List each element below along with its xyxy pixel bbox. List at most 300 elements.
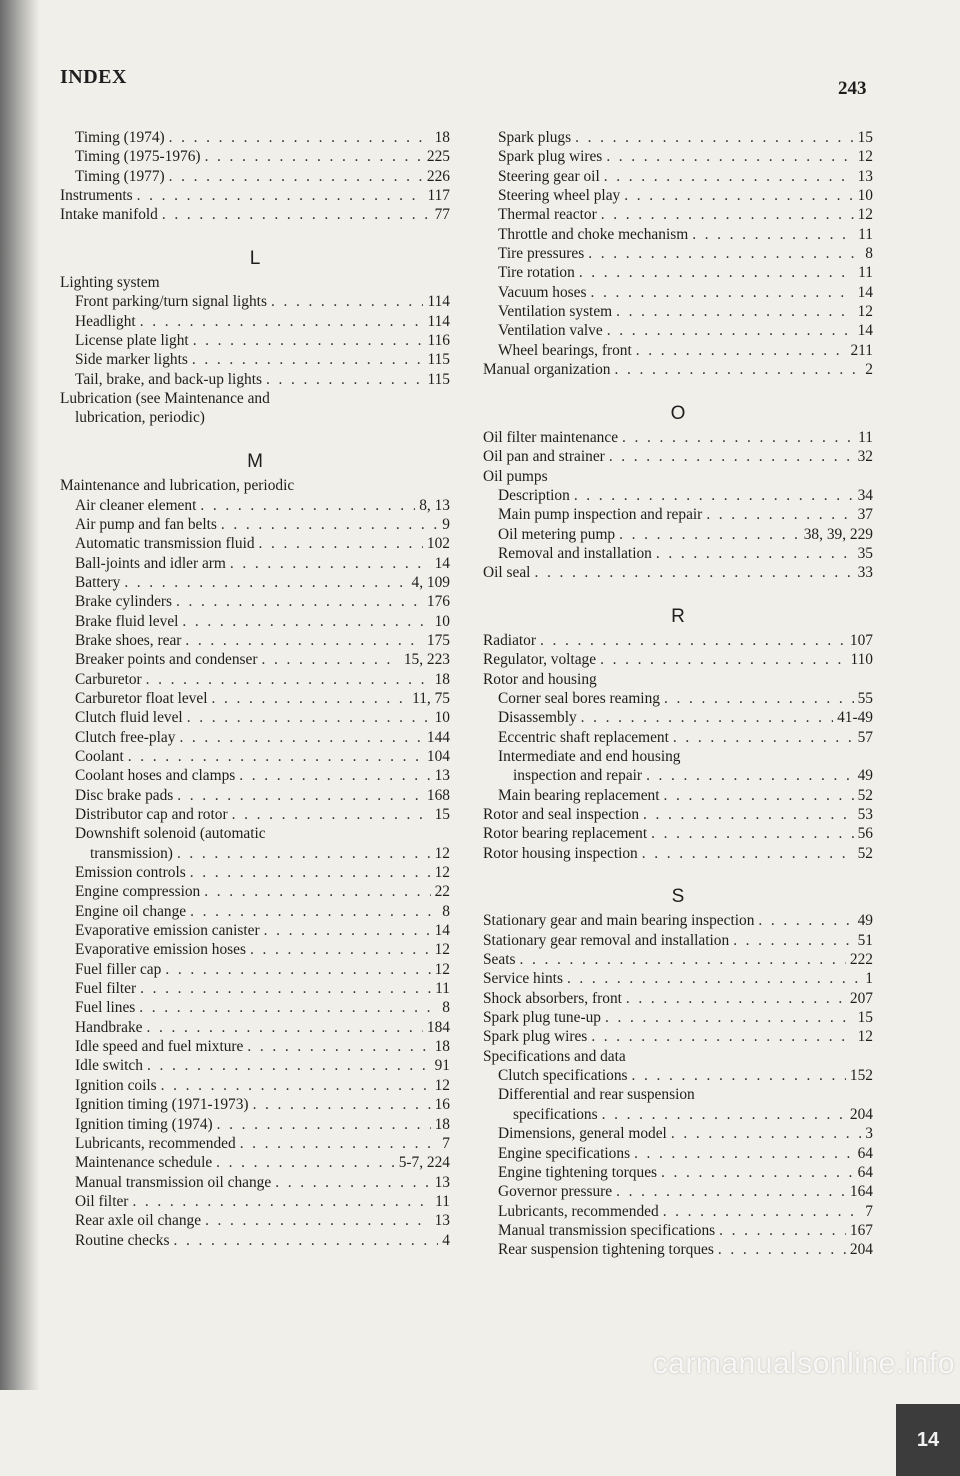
index-entry xyxy=(483,167,873,186)
index-entry-page: 3 xyxy=(865,1125,873,1143)
leader-dots xyxy=(192,350,424,369)
index-entry xyxy=(483,544,873,563)
index-entry xyxy=(60,921,450,940)
index-entry-page: 144 xyxy=(426,728,450,746)
index-entry xyxy=(60,1037,450,1056)
index-entry xyxy=(483,950,873,969)
index-entry xyxy=(483,1047,873,1066)
index-entry-label: Air pump and fan belts xyxy=(75,515,217,533)
index-entry-page: 176 xyxy=(426,593,450,611)
index-entry-page: 114 xyxy=(427,312,450,330)
section-spacer xyxy=(60,225,450,244)
index-entry xyxy=(60,554,450,573)
leader-dots xyxy=(520,950,846,969)
index-entry xyxy=(60,292,450,311)
index-entry xyxy=(483,766,873,785)
index-entry-label: Corner seal bores reaming xyxy=(498,689,660,707)
index-entry-page: 13 xyxy=(434,1212,450,1230)
index-entry-page: 167 xyxy=(849,1221,873,1239)
index-entry xyxy=(60,940,450,959)
leader-dots xyxy=(230,554,431,573)
index-entry-page: 10 xyxy=(857,187,873,205)
leader-dots xyxy=(540,631,846,650)
index-entry-page: 18 xyxy=(434,1115,450,1133)
index-entry-label: Stationary gear removal and installation xyxy=(483,931,730,949)
index-entry xyxy=(483,728,873,747)
leader-dots xyxy=(204,882,430,901)
index-entry-label: inspection and repair xyxy=(513,767,643,785)
index-entry-label: Regulator, voltage xyxy=(483,651,597,669)
index-entry-label: Instruments xyxy=(60,187,133,205)
index-entry-label: lubrication, periodic) xyxy=(75,409,205,427)
index-entry-page: 14 xyxy=(857,322,873,340)
index-entry-label: License plate light xyxy=(75,332,189,350)
leader-dots xyxy=(588,244,861,263)
index-entry-page: 33 xyxy=(857,564,873,582)
index-entry-label: Oil pan and strainer xyxy=(483,448,605,466)
index-entry-page: 55 xyxy=(857,689,873,707)
index-entry xyxy=(483,128,873,147)
index-entry-page: 11 xyxy=(435,980,450,998)
leader-dots xyxy=(177,786,423,805)
index-entry-label: Side marker lights xyxy=(75,351,188,369)
index-entry-label: Radiator xyxy=(483,631,536,649)
index-entry xyxy=(483,447,873,466)
index-entry xyxy=(483,989,873,1008)
leader-dots xyxy=(179,728,422,747)
leader-dots xyxy=(185,631,423,650)
index-entry xyxy=(60,534,450,553)
leader-dots xyxy=(161,1076,431,1095)
index-entry xyxy=(483,931,873,950)
index-entry-label: Spark plug wires xyxy=(483,1028,588,1046)
index-entry-label: Clutch free-play xyxy=(75,728,176,746)
index-entry-label: Carburetor xyxy=(75,670,142,688)
index-entry xyxy=(60,573,450,592)
index-entry xyxy=(483,650,873,669)
leader-dots xyxy=(590,283,853,302)
index-entry-label: Spark plug tune-up xyxy=(483,1009,601,1027)
index-entry-page: 4, 109 xyxy=(411,573,450,591)
leader-dots xyxy=(651,824,854,843)
leader-dots xyxy=(250,940,431,959)
index-entry-page: 211 xyxy=(850,341,873,359)
index-entry xyxy=(60,389,450,408)
index-entry xyxy=(60,273,450,292)
index-entry-page: 32 xyxy=(857,448,873,466)
index-entry-page: 15, 223 xyxy=(403,651,450,669)
leader-dots xyxy=(604,167,854,186)
leader-dots xyxy=(632,1066,846,1085)
leader-dots xyxy=(646,766,854,785)
section-spacer xyxy=(483,863,873,882)
leader-dots xyxy=(200,496,415,515)
index-entry-label: Timing (1974) xyxy=(75,129,165,146)
index-entry xyxy=(60,167,450,186)
page-binding-shadow xyxy=(0,0,40,1390)
leader-dots xyxy=(574,486,854,505)
index-entry xyxy=(483,341,873,360)
chapter-tab-marker: 14 xyxy=(896,1404,960,1476)
index-entry-label: Main bearing replacement xyxy=(498,786,660,804)
index-entry-label: Manual transmission oil change xyxy=(75,1173,272,1191)
leader-dots xyxy=(190,863,431,882)
index-entry-label: Engine specifications xyxy=(498,1144,631,1162)
index-entry xyxy=(60,1153,450,1172)
index-entry-label: Clutch fluid level xyxy=(75,709,183,727)
index-column-left xyxy=(60,128,450,1250)
leader-dots xyxy=(262,650,400,669)
leader-dots xyxy=(247,1037,430,1056)
index-entry-page: 57 xyxy=(857,728,873,746)
index-entry xyxy=(483,911,873,930)
index-entry-label: Spark plugs xyxy=(498,129,572,146)
page-number: 243 xyxy=(838,78,867,99)
index-entry-label: Emission controls xyxy=(75,864,186,882)
index-entry-label: specifications xyxy=(513,1105,598,1123)
index-entry xyxy=(483,1202,873,1221)
index-entry-page: 34 xyxy=(857,486,873,504)
leader-dots xyxy=(600,650,846,669)
index-entry-page: 13 xyxy=(434,1173,450,1191)
leader-dots xyxy=(619,525,800,544)
index-entry-page: 64 xyxy=(857,1163,873,1181)
index-entry xyxy=(483,670,873,689)
index-entry-page: 115 xyxy=(427,351,450,369)
index-entry-label: Handbrake xyxy=(75,1018,143,1036)
index-entry-label: Lubricants, recommended xyxy=(75,1134,236,1152)
leader-dots xyxy=(664,786,854,805)
index-entry-page: 35 xyxy=(857,544,873,562)
index-entry xyxy=(483,1008,873,1027)
index-entry-label: Coolant xyxy=(75,747,124,765)
leader-dots xyxy=(581,708,833,727)
index-entry xyxy=(483,969,873,988)
index-entry-label: Differential and rear suspension xyxy=(498,1086,695,1104)
leader-dots xyxy=(609,447,854,466)
index-entry-label: Tire rotation xyxy=(498,264,575,282)
leader-dots xyxy=(259,534,423,553)
leader-dots xyxy=(146,670,431,689)
index-entry-page: 175 xyxy=(426,631,450,649)
index-entry xyxy=(483,747,873,766)
leader-dots xyxy=(642,844,854,863)
index-entry-page: 204 xyxy=(849,1105,873,1123)
leader-dots xyxy=(607,321,854,340)
index-entry-label: Engine tightening torques xyxy=(498,1163,658,1181)
leader-dots xyxy=(664,689,854,708)
index-entry-label: Headlight xyxy=(75,312,136,330)
index-entry xyxy=(60,370,450,389)
index-entry-page: 37 xyxy=(857,506,873,524)
index-entry-label: Timing (1975-1976) xyxy=(75,148,201,166)
leader-dots xyxy=(147,1056,431,1075)
index-entry-label: Air cleaner element xyxy=(75,496,197,514)
index-entry xyxy=(60,708,450,727)
index-entry-page: 222 xyxy=(849,951,873,969)
section-spacer xyxy=(483,583,873,602)
watermark-text: carmanualsonline.info xyxy=(652,1347,955,1380)
leader-dots xyxy=(169,167,423,186)
index-column-right xyxy=(483,128,873,1260)
leader-dots xyxy=(671,1124,861,1143)
index-entry-label: Governor pressure xyxy=(498,1183,613,1201)
index-entry xyxy=(483,1221,873,1240)
index-entry xyxy=(60,312,450,331)
leader-dots xyxy=(182,612,430,631)
index-entry xyxy=(60,824,450,843)
index-entry xyxy=(60,1115,450,1134)
leader-dots xyxy=(636,341,847,360)
index-entry xyxy=(60,350,450,369)
leader-dots xyxy=(634,1144,854,1163)
index-entry-page: 102 xyxy=(426,535,450,553)
leader-dots xyxy=(534,563,853,582)
leader-dots xyxy=(718,1240,846,1259)
index-entry-label: Eccentric shaft replacement xyxy=(498,728,669,746)
index-entry-page: 8, 13 xyxy=(419,496,450,514)
index-entry-page: 38, 39, 229 xyxy=(803,525,873,543)
index-entry-label: Fuel lines xyxy=(75,999,136,1017)
index-entry-label: Ventilation valve xyxy=(498,322,603,340)
index-entry-page: 104 xyxy=(426,747,450,765)
leader-dots xyxy=(719,1221,846,1240)
index-entry xyxy=(483,205,873,224)
index-entry xyxy=(60,331,450,350)
index-entry-label: Lighting system xyxy=(60,274,160,292)
index-entry xyxy=(60,766,450,785)
index-entry xyxy=(60,408,450,427)
section-heading-s: S xyxy=(671,886,685,908)
index-entry xyxy=(483,1066,873,1085)
leader-dots xyxy=(615,360,862,379)
leader-dots xyxy=(602,1105,846,1124)
index-entry-label: Evaporative emission hoses xyxy=(75,941,246,959)
index-entry-label: Wheel bearings, front xyxy=(498,341,632,359)
leader-dots xyxy=(240,1134,439,1153)
index-entry-label: transmission) xyxy=(90,844,173,862)
index-entry xyxy=(60,1056,450,1075)
index-entry-page: 168 xyxy=(426,786,450,804)
leader-dots xyxy=(616,1182,846,1201)
index-entry-label: Vacuum hoses xyxy=(498,283,587,301)
leader-dots xyxy=(656,544,854,563)
index-entry xyxy=(483,1163,873,1182)
index-entry-page: 12 xyxy=(434,941,450,959)
index-entry-label: Spark plug wires xyxy=(498,148,603,166)
index-entry-page: 14 xyxy=(434,554,450,572)
index-entry-label: Steering wheel play xyxy=(498,187,621,205)
index-entry-page: 204 xyxy=(849,1241,873,1259)
leader-dots xyxy=(140,979,431,998)
index-entry-label: Shock absorbers, front xyxy=(483,989,622,1007)
index-entry xyxy=(60,728,450,747)
index-entry-label: Ignition coils xyxy=(75,1076,157,1094)
index-entry-page: 1 xyxy=(865,970,873,988)
leader-dots xyxy=(211,689,408,708)
index-entry-label: Oil filter xyxy=(75,1192,129,1210)
index-entry-label: Oil pumps xyxy=(483,467,548,485)
leader-dots xyxy=(567,969,861,988)
index-entry-page: 64 xyxy=(857,1144,873,1162)
index-entry-label: Rotor bearing replacement xyxy=(483,825,648,843)
index-entry-page: 11, 75 xyxy=(412,689,450,707)
index-entry-label: Ventilation system xyxy=(498,303,613,321)
leader-dots xyxy=(137,186,424,205)
index-entry-label: Manual transmission specifications xyxy=(498,1221,716,1239)
leader-dots xyxy=(673,728,854,747)
index-entry-page: 12 xyxy=(857,1028,873,1046)
index-entry-label: Battery xyxy=(75,573,121,591)
index-entry-page: 116 xyxy=(427,332,450,350)
index-entry-label: Seats xyxy=(483,951,516,969)
leader-dots xyxy=(591,1027,853,1046)
index-entry-label: Rotor housing inspection xyxy=(483,844,638,862)
leader-dots xyxy=(140,312,424,331)
index-entry xyxy=(483,283,873,302)
index-entry xyxy=(60,844,450,863)
index-entry-label: Evaporative emission canister xyxy=(75,922,260,940)
index-entry-label: Dimensions, general model xyxy=(498,1125,667,1143)
leader-dots xyxy=(190,902,438,921)
index-entry xyxy=(483,844,873,863)
leader-dots xyxy=(193,331,424,350)
index-entry-label: Lubricants, recommended xyxy=(498,1202,659,1220)
leader-dots xyxy=(733,931,853,950)
index-entry xyxy=(60,805,450,824)
leader-dots xyxy=(706,505,853,524)
leader-dots xyxy=(128,747,423,766)
leader-dots xyxy=(266,370,424,389)
index-entry xyxy=(60,612,450,631)
index-entry xyxy=(483,467,873,486)
index-entry-page: 12 xyxy=(434,1076,450,1094)
index-entry xyxy=(483,321,873,340)
index-entry-label: Brake cylinders xyxy=(75,593,173,611)
section-spacer xyxy=(60,428,450,447)
index-entry-page: 12 xyxy=(434,864,450,882)
index-entry xyxy=(483,147,873,166)
index-entry xyxy=(60,205,450,224)
leader-dots xyxy=(239,766,430,785)
index-entry xyxy=(60,1095,450,1114)
index-entry-label: Description xyxy=(498,486,570,504)
index-entry xyxy=(60,747,450,766)
index-entry-page: 12 xyxy=(857,206,873,224)
index-entry-label: Distributor cap and rotor xyxy=(75,806,228,823)
index-entry xyxy=(60,1134,450,1153)
index-entry-page: 11 xyxy=(858,264,873,282)
index-entry-label: Oil seal xyxy=(483,564,531,582)
index-entry-page: 8 xyxy=(442,902,450,920)
leader-dots xyxy=(205,1211,431,1230)
index-entry xyxy=(483,824,873,843)
index-entry-page: 110 xyxy=(850,651,873,669)
index-entry-page: 5-7, 224 xyxy=(398,1154,450,1172)
leader-dots xyxy=(271,292,424,311)
index-entry-label: Rear suspension tightening torques xyxy=(498,1241,714,1259)
index-entry-page: 52 xyxy=(857,844,873,862)
index-entry-page: 226 xyxy=(426,167,450,185)
index-entry-label: Throttle and choke mechanism xyxy=(498,225,689,243)
index-entry-label: Intermediate and end housing xyxy=(498,747,681,765)
index-entry-label: Timing (1977) xyxy=(75,167,165,185)
index-entry-label: Steering gear oil xyxy=(498,167,600,185)
index-entry-label: Routine checks xyxy=(75,1231,170,1249)
leader-dots xyxy=(275,1173,430,1192)
index-entry xyxy=(483,486,873,505)
leader-dots xyxy=(575,128,854,147)
leader-dots xyxy=(132,1192,431,1211)
index-entry-label: Tire pressures xyxy=(498,245,585,263)
index-entry xyxy=(60,1211,450,1230)
index-entry-page: 49 xyxy=(857,767,873,785)
index-entry-label: Oil metering pump xyxy=(498,525,616,543)
index-entry-page: 4 xyxy=(442,1231,450,1249)
index-entry-page: 14 xyxy=(857,283,873,301)
index-entry xyxy=(60,476,450,495)
index-entry-label: Automatic transmission fluid xyxy=(75,535,255,553)
index-entry xyxy=(483,708,873,727)
section-heading-r: R xyxy=(671,605,685,627)
index-entry xyxy=(483,360,873,379)
leader-dots xyxy=(165,960,430,979)
index-entry-label: Brake fluid level xyxy=(75,612,179,630)
index-entry-label: Idle switch xyxy=(75,1057,143,1075)
index-entry-page: 12 xyxy=(857,148,873,166)
index-entry-label: Lubrication (see Maintenance and xyxy=(60,390,270,408)
index-entry-page: 15 xyxy=(857,129,873,146)
index-entry-label: Engine oil change xyxy=(75,902,187,920)
index-entry-label: Service hints xyxy=(483,970,563,988)
leader-dots xyxy=(162,205,431,224)
index-entry-page: 225 xyxy=(426,148,450,166)
index-entry xyxy=(483,263,873,282)
leader-dots xyxy=(663,1202,862,1221)
index-entry xyxy=(483,1240,873,1259)
index-entry-page: 56 xyxy=(857,825,873,843)
index-entry-page: 22 xyxy=(434,883,450,901)
index-entry xyxy=(483,225,873,244)
index-entry xyxy=(60,1192,450,1211)
index-entry xyxy=(60,1076,450,1095)
index-entry-page: 9 xyxy=(442,515,450,533)
index-entry-page: 18 xyxy=(434,129,450,146)
index-entry xyxy=(483,525,873,544)
leader-dots xyxy=(173,1231,438,1250)
index-entry xyxy=(60,960,450,979)
index-entry xyxy=(60,147,450,166)
index-entry-page: 115 xyxy=(427,370,450,388)
index-entry xyxy=(60,592,450,611)
index-entry-page: 18 xyxy=(434,1038,450,1056)
leader-dots xyxy=(147,1018,423,1037)
index-entry-label: Maintenance schedule xyxy=(75,1154,213,1172)
index-entry xyxy=(483,1105,873,1124)
leader-dots xyxy=(692,225,854,244)
index-entry-page: 49 xyxy=(857,912,873,930)
index-entry-label: Breaker points and condenser xyxy=(75,651,258,669)
index-entry xyxy=(483,1124,873,1143)
section-spacer xyxy=(483,379,873,398)
index-entry-label: Front parking/turn signal lights xyxy=(75,293,267,311)
leader-dots xyxy=(139,998,438,1017)
index-entry xyxy=(60,863,450,882)
index-entry-page: 12 xyxy=(434,960,450,978)
index-entry-page: 41-49 xyxy=(837,709,873,727)
leader-dots xyxy=(264,921,431,940)
index-entry-page: 52 xyxy=(857,786,873,804)
